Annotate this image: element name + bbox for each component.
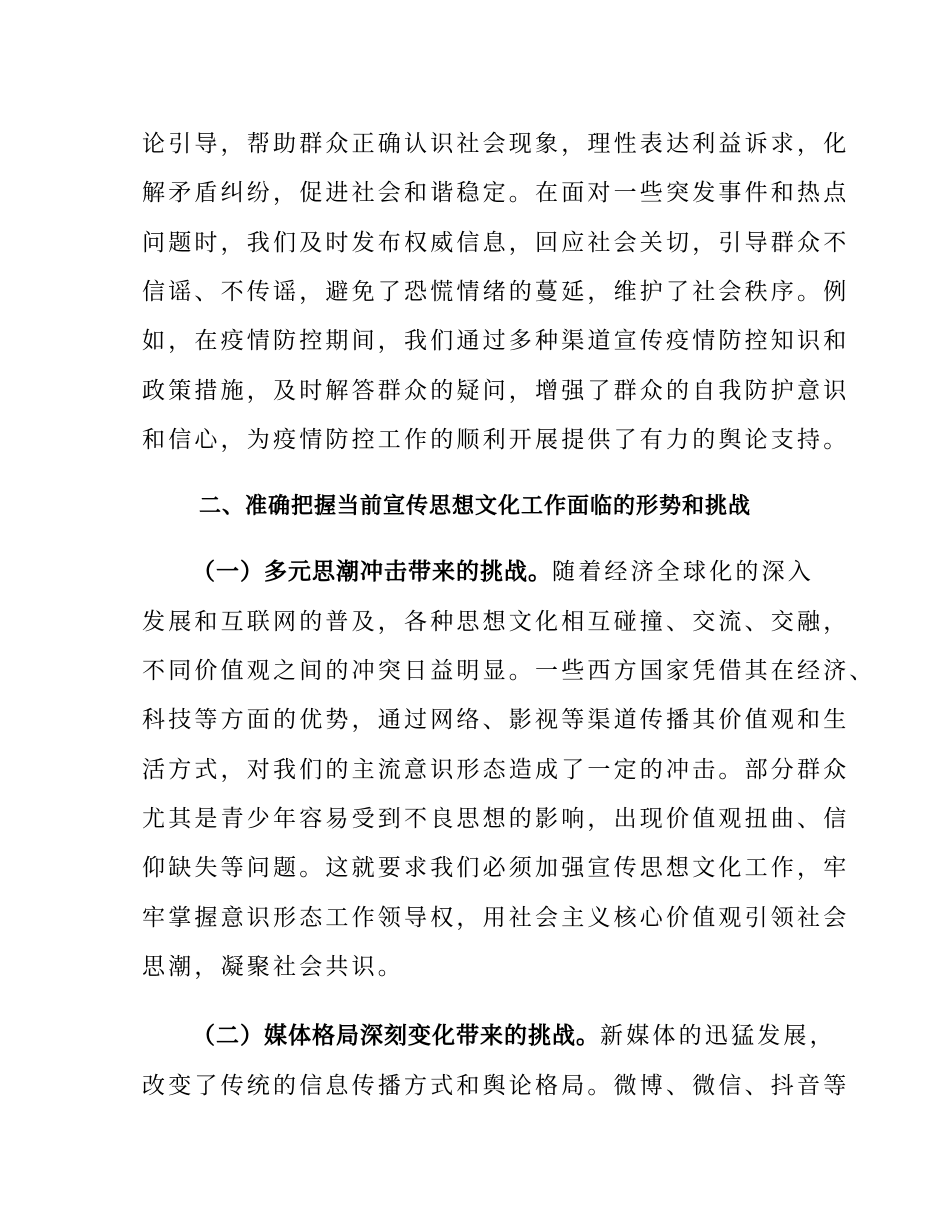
subsection-lead: （一）多元思潮冲击带来的挑战。 (192, 559, 552, 585)
subsection-lead-rest: 随着经济全球化的深入 (552, 559, 814, 585)
text-line: 尤其是青少年容易受到不良思想的影响，出现价值观扭曲、信 (142, 806, 850, 832)
text-line: 发展和互联网的普及，各种思想文化相互碰撞、交流、交融， (142, 609, 850, 635)
subsection-lead: （二）媒体格局深刻变化带来的挑战。 (192, 1023, 600, 1049)
subsection-lead-rest: 新媒体的迅猛发展， (600, 1023, 836, 1049)
text-line: 思潮，凝聚社会共识。 (142, 954, 404, 980)
text-line: 仰缺失等问题。这就要求我们必须加强宣传思想文化工作，牢 (142, 855, 850, 881)
section-heading: 二、准确把握当前宣传思想文化工作面临的形势和挑战 (198, 494, 751, 519)
subsection-first-line (192, 1021, 836, 1051)
text-line: 改变了传统的信息传播方式和舆论格局。微博、微信、抖音等 (142, 1073, 850, 1099)
text-line: 和信心，为疫情防控工作的顺利开展提供了有力的舆论支持。 (142, 427, 850, 453)
text-line: 信谣、不传谣，避免了恐慌情绪的蔓延，维护了社会秩序。例 (142, 279, 850, 305)
text-line: 如，在疫情防控期间，我们通过多种渠道宣传疫情防控知识和 (142, 328, 850, 354)
text-line: 论引导，帮助群众正确认识社会现象，理性表达利益诉求，化 (142, 131, 850, 157)
text-line: 活方式，对我们的主流意识形态造成了一定的冲击。部分群众 (142, 757, 850, 783)
subsection-first-line (192, 557, 822, 587)
text-line: 科技等方面的优势，通过网络、影视等渠道传播其价值观和生 (142, 707, 850, 733)
text-line: 政策措施，及时解答群众的疑问，增强了群众的自我防护意识 (142, 378, 850, 404)
text-line: 解矛盾纠纷，促进社会和谐稳定。在面对一些突发事件和热点 (142, 180, 850, 206)
text-line: 问题时，我们及时发布权威信息，回应社会关切，引导群众不 (142, 230, 850, 256)
text-line: 牢掌握意识形态工作领导权，用社会主义核心价值观引领社会 (142, 905, 850, 931)
text-line: 不同价值观之间的冲突日益明显。一些西方国家凭借其在经济、 (142, 658, 876, 684)
